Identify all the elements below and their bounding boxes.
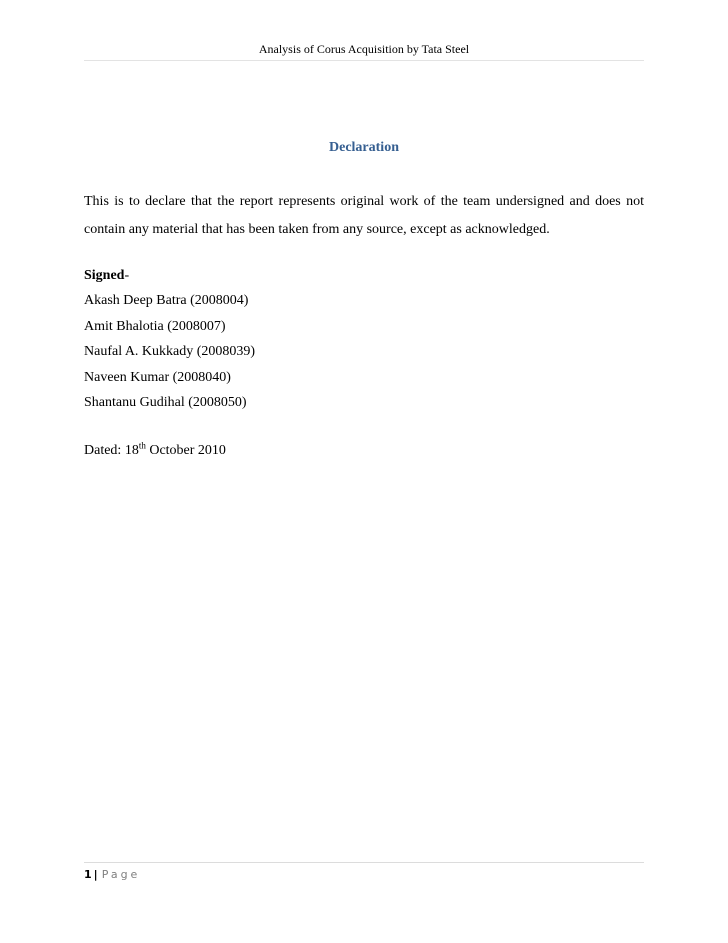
declaration-heading: Declaration xyxy=(329,140,399,155)
page-label: Page xyxy=(101,868,141,881)
page-separator: | xyxy=(93,868,98,881)
signed-suffix: - xyxy=(124,268,130,283)
footer-divider xyxy=(84,862,644,863)
dated-line xyxy=(84,438,226,463)
signatory-item: Naufal A. Kukkady (2008039) xyxy=(84,344,256,359)
signatory-item: Akash Deep Batra (2008004) xyxy=(84,293,249,308)
page-number: 1 xyxy=(84,868,92,881)
signatory-item: Shantanu Gudihal (2008050) xyxy=(84,395,247,410)
header-divider xyxy=(84,60,644,61)
page-footer xyxy=(84,866,140,884)
signed-label: Signed xyxy=(84,268,125,283)
running-header: Analysis of Corus Acquisition by Tata Steel xyxy=(258,42,470,56)
signatory-item: Naveen Kumar (2008040) xyxy=(84,369,231,385)
dated-superscript: th xyxy=(138,440,146,451)
dated-rest: October 2010 xyxy=(145,443,226,458)
signatory-list xyxy=(84,288,255,416)
signatory-item: Amit Bhalotia (2008007) xyxy=(84,318,226,334)
signed-line xyxy=(84,263,129,288)
page-title xyxy=(0,140,728,156)
declaration-paragraph: This is to declare that the report represents original work of the team undersigned and does not contain any material that has been taken from any source, except as acknowledged. xyxy=(84,194,644,237)
dated-label: Dated: 18 xyxy=(84,443,139,458)
